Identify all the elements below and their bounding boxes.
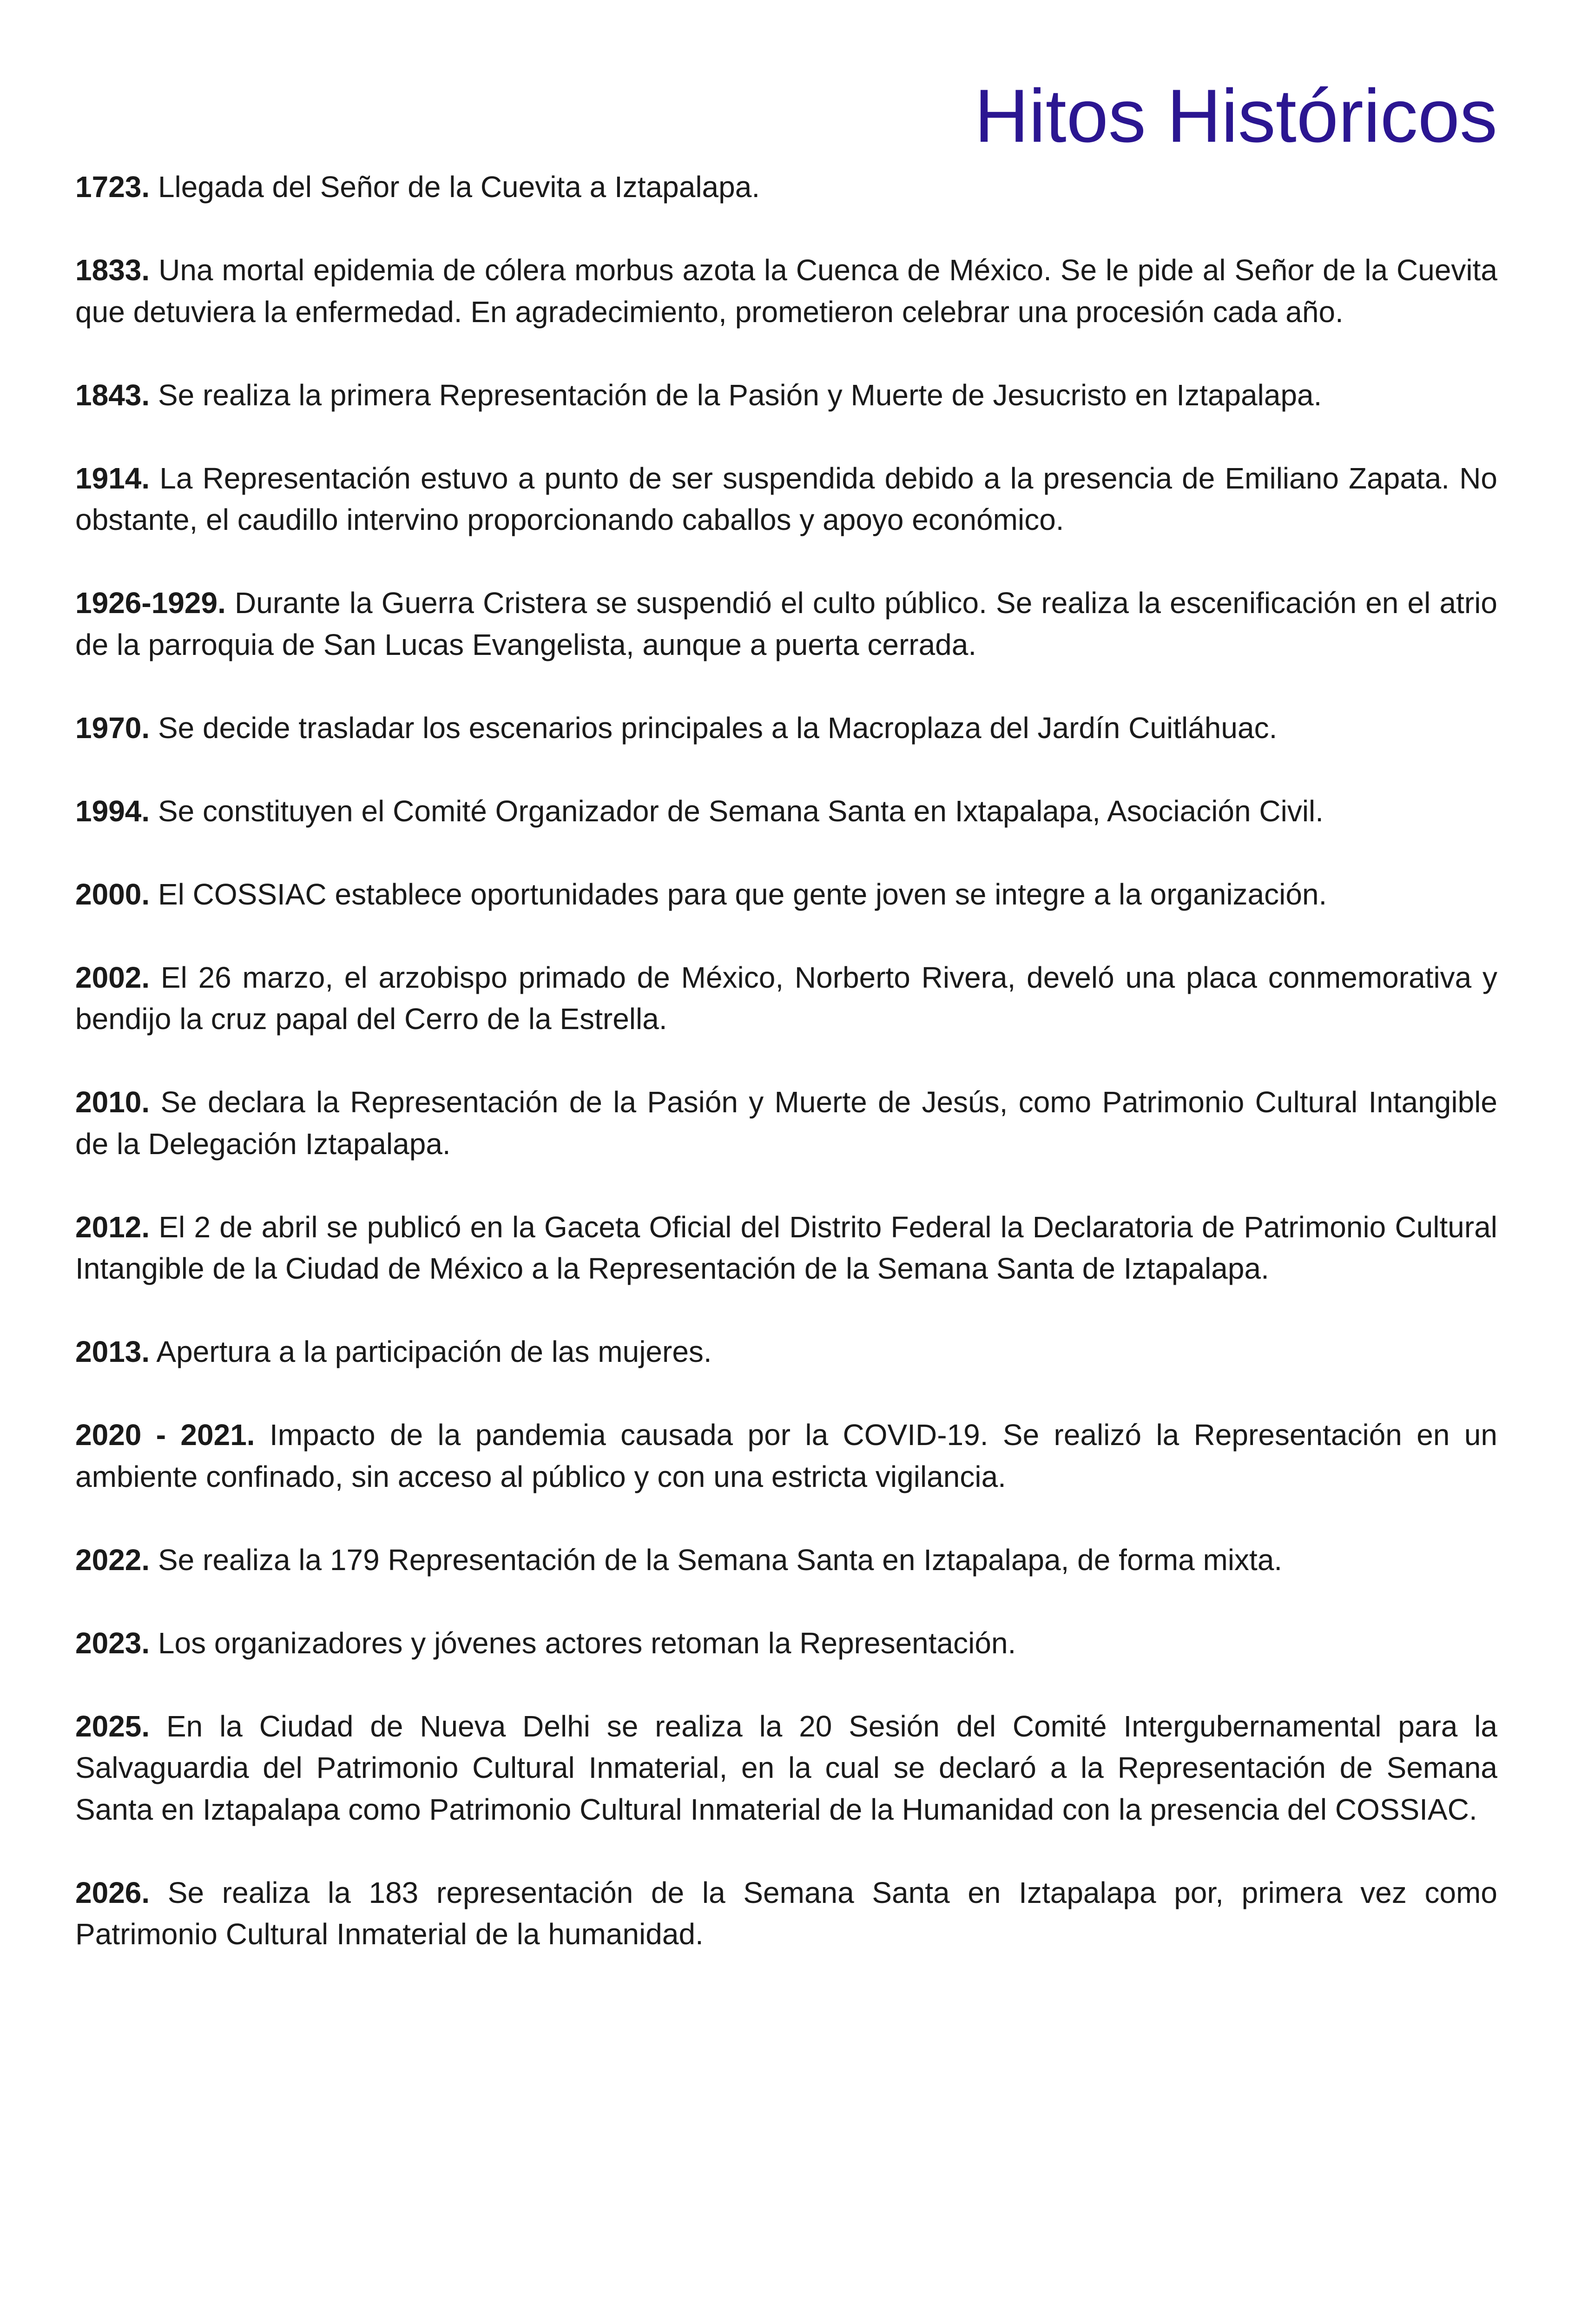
entry-text: Los organizadores y jóvenes actores retoman la Representación. bbox=[158, 1626, 1016, 1660]
page-title: Hitos Históricos bbox=[974, 74, 1497, 158]
entry-text: En la Ciudad de Nueva Delhi se realiza la 20 Sesión del Comité Intergubernamental para la Salvaguardia del Patrimonio Cultural Inmaterial, en la cual se declaró a la Representación de Semana Santa en Iztapalapa como Patrimonio Cultural Inmaterial de la Humanidad con la presencia del COSSIAC. bbox=[75, 1709, 1498, 1826]
timeline-entry bbox=[75, 1706, 1497, 1831]
entry-year: 2022. bbox=[75, 1543, 150, 1577]
entry-text: El 2 de abril se publicó en la Gaceta Oficial del Distrito Federal la Declaratoria de Patrimonio Cultural Intangible de la Ciudad de México a la Representación de la Semana Santa de Iztapalapa. bbox=[75, 1210, 1497, 1285]
timeline-entry bbox=[75, 582, 1497, 666]
timeline-entry bbox=[75, 874, 1497, 916]
entry-year: 2000. bbox=[75, 877, 150, 911]
entry-year: 1970. bbox=[75, 711, 150, 745]
entry-year: 2012. bbox=[75, 1210, 150, 1244]
timeline-entry bbox=[75, 458, 1497, 541]
entry-year: 1843. bbox=[75, 378, 150, 412]
entry-text: El COSSIAC establece oportunidades para que gente joven se integre a la organización. bbox=[158, 877, 1327, 911]
entry-text: El 26 marzo, el arzobispo primado de México, Norberto Rivera, develó una placa conmemorativa y bendijo la cruz papal del Cerro de la Estrella. bbox=[75, 960, 1498, 1036]
entry-year: 1994. bbox=[75, 794, 150, 828]
entry-year: 1723. bbox=[75, 170, 150, 204]
entry-text: Llegada del Señor de la Cuevita a Iztapalapa. bbox=[158, 170, 760, 204]
entry-text: Se constituyen el Comité Organizador de Semana Santa en Ixtapalapa, Asociación Civil. bbox=[158, 794, 1324, 828]
entry-year: 2010. bbox=[75, 1085, 150, 1119]
entry-text: Se realiza la 179 Representación de la Semana Santa en Iztapalapa, de forma mixta. bbox=[158, 1543, 1283, 1577]
timeline-entry bbox=[75, 1414, 1497, 1498]
entry-text: La Representación estuvo a punto de ser suspendida debido a la presencia de Emiliano Zapata. No obstante, el caudillo intervino proporcionando caballos y apoyo económico. bbox=[75, 461, 1498, 536]
entry-year: 2023. bbox=[75, 1626, 150, 1660]
entry-year: 1926-1929. bbox=[75, 586, 226, 620]
timeline-entry bbox=[75, 166, 1497, 208]
timeline-entry bbox=[75, 1623, 1497, 1664]
timeline-entry bbox=[75, 1539, 1497, 1581]
timeline-entry bbox=[75, 1872, 1497, 1955]
timeline-entry bbox=[75, 1207, 1497, 1290]
entry-text: Una mortal epidemia de cólera morbus azota la Cuenca de México. Se le pide al Señor de la Cuevita que detuviera la enfermedad. En agradecimiento, prometieron celebrar una procesión cada año. bbox=[75, 253, 1498, 329]
entry-year: 1833. bbox=[75, 253, 150, 287]
timeline-entry bbox=[75, 957, 1497, 1040]
entry-text: Se realiza la primera Representación de la Pasión y Muerte de Jesucristo en Iztapalapa. bbox=[158, 378, 1322, 412]
entry-year: 2026. bbox=[75, 1875, 150, 1909]
timeline-entry bbox=[75, 375, 1497, 416]
timeline-entry bbox=[75, 1331, 1497, 1373]
entry-year: 1914. bbox=[75, 461, 150, 495]
timeline-list bbox=[75, 166, 1497, 1955]
entry-text: Durante la Guerra Cristera se suspendió el culto público. Se realiza la escenificación en el atrio de la parroquia de San Lucas Evangelista, aunque a puerta cerrada. bbox=[75, 586, 1498, 661]
timeline-entry bbox=[75, 1082, 1497, 1165]
entry-text: Se decide trasladar los escenarios principales a la Macroplaza del Jardín Cuitláhuac. bbox=[158, 711, 1278, 745]
entry-text: Impacto de la pandemia causada por la COVID-19. Se realizó la Representación en un ambiente confinado, sin acceso al público y con una estricta vigilancia. bbox=[75, 1418, 1498, 1493]
entry-year: 2002. bbox=[75, 960, 150, 994]
entry-text: Se declara la Representación de la Pasión y Muerte de Jesús, como Patrimonio Cultural Intangible de la Delegación Iztapalapa. bbox=[75, 1085, 1498, 1161]
entry-text: Apertura a la participación de las mujeres. bbox=[156, 1335, 712, 1368]
timeline-entry bbox=[75, 791, 1497, 832]
timeline-entry bbox=[75, 250, 1497, 333]
timeline-entry bbox=[75, 707, 1497, 749]
entry-text: Se realiza la 183 representación de la Semana Santa en Iztapalapa por, primera vez como Patrimonio Cultural Inmaterial de la humanidad. bbox=[75, 1875, 1498, 1951]
entry-year: 2020 - 2021. bbox=[75, 1418, 255, 1452]
entry-year: 2013. bbox=[75, 1335, 150, 1368]
entry-year: 2025. bbox=[75, 1709, 150, 1743]
